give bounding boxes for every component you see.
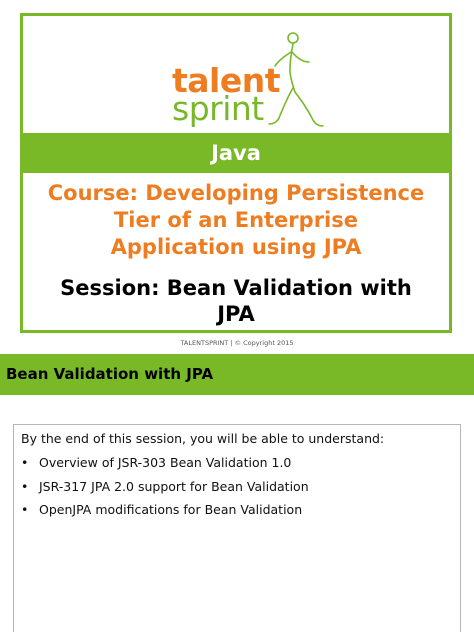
session-line: JPA [217, 302, 255, 326]
slide-title: Bean Validation with JPA [6, 365, 214, 383]
talentsprint-logo [169, 26, 329, 136]
list-item-text: JSR-317 JPA 2.0 support for Bean Validation [39, 478, 309, 494]
bullet-icon: • [21, 455, 29, 470]
band-title: Java [211, 141, 261, 165]
logo-word-sprint: sprint [172, 89, 264, 128]
session-title [23, 275, 449, 327]
copyright-footer: TALENTSPRINT | © Copyright 2015 [180, 339, 294, 347]
slide-header [0, 354, 474, 395]
objectives-list [21, 455, 309, 526]
list-item-text: Overview of JSR-303 Bean Validation 1.0 [39, 455, 292, 470]
content-panel [13, 424, 461, 632]
runner-icon [257, 30, 327, 130]
list-item [21, 502, 309, 518]
intro-text: By the end of this session, you will be able to understand: [21, 431, 385, 446]
logo-word-talent: talent [172, 61, 281, 100]
bullet-icon: • [21, 502, 29, 517]
course-title [23, 180, 449, 261]
course-line: Application using JPA [110, 235, 362, 259]
title-slide [20, 13, 452, 333]
list-item [21, 479, 309, 495]
course-line: Tier of an Enterprise [113, 208, 358, 232]
list-item-text: OpenJPA modifications for Bean Validation [39, 502, 303, 517]
course-band [23, 133, 449, 173]
session-line: Session: Bean Validation with [60, 276, 412, 300]
list-item [21, 455, 309, 471]
bullet-icon: • [21, 478, 29, 494]
course-line: Course: Developing Persistence [47, 181, 425, 205]
